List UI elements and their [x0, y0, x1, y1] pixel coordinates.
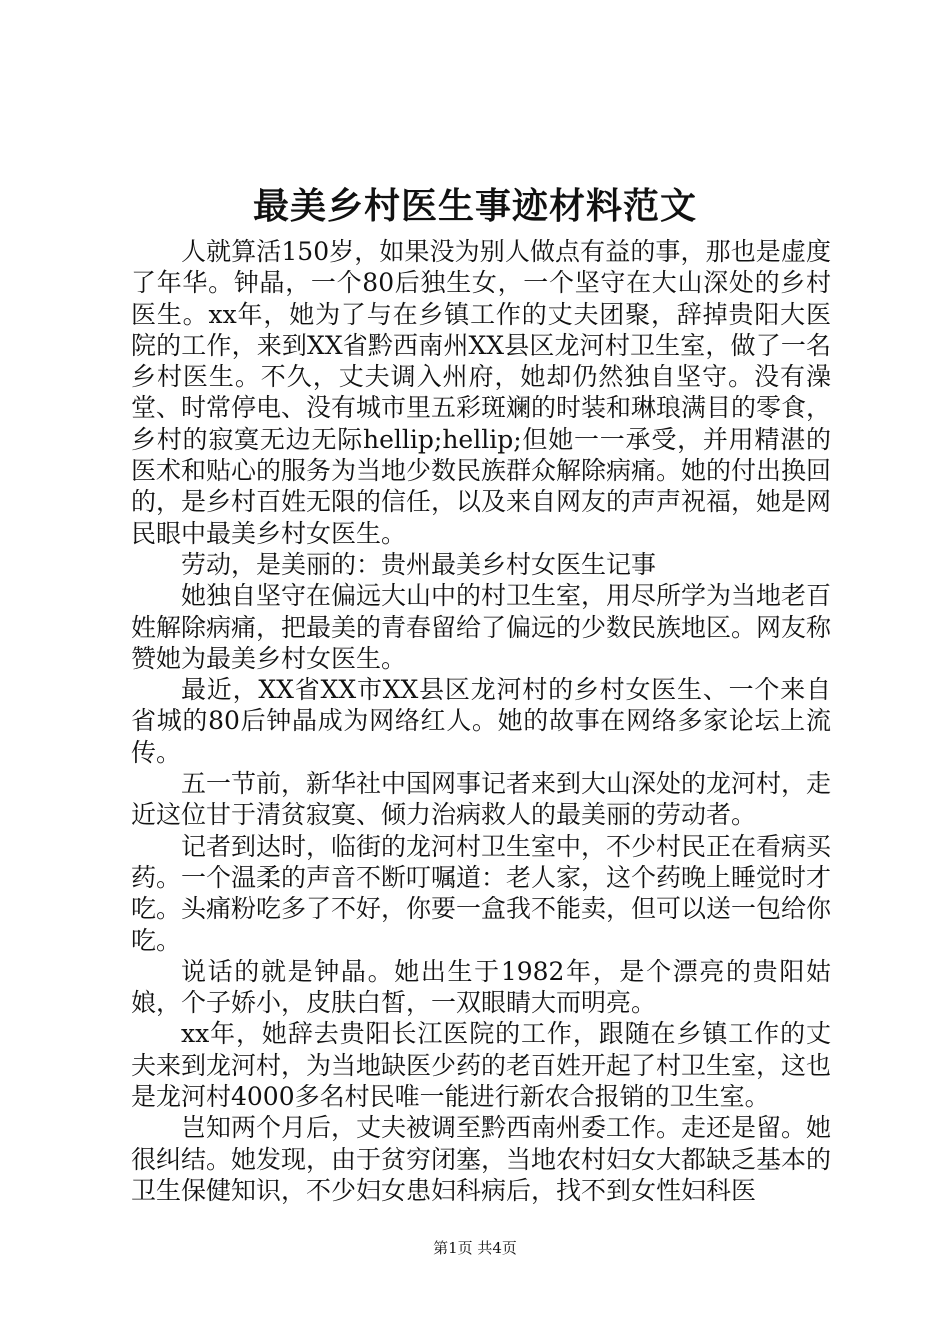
paragraph-1: 人就算活150岁，如果没为别人做点有益的事，那也是虚度了年华。钟晶，一个80后独生女，一个坚守在大山深处的乡村医生。xx年，她为了与在乡镇工作的丈夫团聚，辞掉贵阳大医院的工作，来到XX省黔西南州XX县区龙河村卫生室，做了一名乡村医生。不久，丈夫调入州府，她却仍然独自坚守。没有澡堂、时常停电、没有城市里五彩斑斓的时装和琳琅满目的零食，乡村的寂寞无边无际hellip;hellip;但她一一承受，并用精湛的医术和贴心的服务为当地少数民族群众解除病痛。她的付出换回的，是乡村百姓无限的信任，以及来自网友的声声祝福，她是网民眼中最美乡村女医生。	[131, 237, 832, 548]
document-body	[131, 236, 831, 1206]
paragraph-2-subheading: 劳动，是美丽的：贵州最美乡村女医生记事	[181, 549, 657, 579]
paragraph-9: 岂知两个月后，丈夫被调至黔西南州委工作。走还是留。她很纠结。她发现，由于贫穷闭塞，当地农村妇女大都缺乏基本的卫生保健知识，不少妇女患妇科病后，找不到女性妇科医	[131, 1113, 832, 1205]
paragraph-4: 最近，XX省XX市XX县区龙河村的乡村女医生、一个来自省城的80后钟晶成为网络红人。她的故事在网络多家论坛上流传。	[131, 675, 831, 767]
paragraph-6: 记者到达时，临街的龙河村卫生室中，不少村民正在看病买药。一个温柔的声音不断叮嘱道：老人家，这个药晚上睡觉时才吃。头痛粉吃多了不好，你要一盒我不能卖，但可以送一包给你吃。	[131, 831, 832, 955]
document-title: 最美乡村医生事迹材料范文	[252, 185, 697, 227]
paragraph-5: 五一节前，新华社中国网事记者来到大山深处的龙河村，走近这位甘于清贫寂寞、倾力治病救人的最美丽的劳动者。	[131, 769, 832, 830]
page-footer: 第1页 共4页	[433, 1239, 517, 1257]
paragraph-7: 说话的就是钟晶。她出生于1982年，是个漂亮的贵阳姑娘，个子娇小，皮肤白皙，一双眼睛大而明亮。	[131, 956, 831, 1018]
paragraph-3: 她独自坚守在偏远大山中的村卫生室，用尽所学为当地老百姓解除病痛，把最美的青春留给了偏远的少数民族地区。网友称赞她为最美乡村女医生。	[131, 581, 832, 673]
paragraph-8: xx年，她辞去贵阳长江医院的工作，跟随在乡镇工作的丈夫来到龙河村，为当地缺医少药的老百姓开起了村卫生室，这也是龙河村4000多名村民唯一能进行新农合报销的卫生室。	[131, 1019, 832, 1112]
